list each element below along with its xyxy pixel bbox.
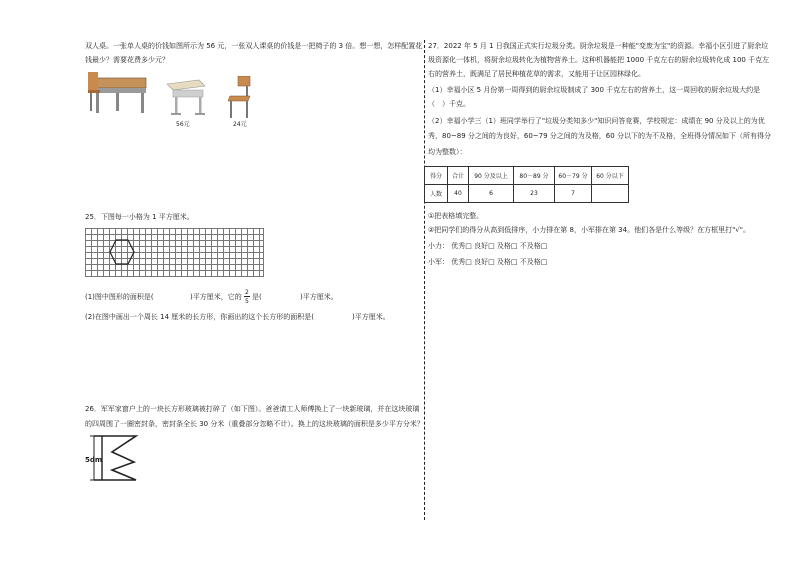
q26-line2: 的四周围了一圈密封条，密封条全长 30 分米（重叠部分忽略不计）。换上的这块玻璃的面积是多少平方分米？ [85,420,424,428]
q27-sub2-a: （2）幸福小学三（1）班同学举行了"垃圾分类知多少"知识问答竞赛，学校规定：成绩在 90 分及以上的为优 [428,117,765,125]
q27-sub1-a: （1）幸福小区 5 月份第一周得到的厨余垃圾制成了 300 千克左右的营养土，这一周回收的厨余垃圾大约是 [428,86,761,94]
q25-title: 25．下图每一小格为 1 平方厘米。 [85,213,194,221]
table-cell: 23 [514,185,555,203]
q27-rank-instruction: ②把同学们的得分从高到低排序，小力排在第 8，小军排在第 34。他们各是什么等级？在方框里打"√"。 [428,226,750,234]
chair-price-label: 24元 [233,121,247,128]
score-table [424,166,629,203]
table-header-cell: 合计 [448,167,469,185]
octagon-shape [85,228,265,278]
q27-sub2-b: 秀，80~89 分之间的为良好，60~79 分之间的为及格，60 分以下的为不及格，全班得分情况如下（所有得分 [428,132,771,140]
fraction-numerator: 2 [245,289,249,296]
table-cell-input[interactable] [592,185,629,203]
table-cell: 6 [469,185,514,203]
q27-line2: 圾资源化一体机，将厨余垃圾转化为植物营养土。这种机器能把 1000 千克左右的厨余垃圾转化成 100 千克左 [428,56,770,64]
desk-price-label: 56元 [176,121,190,128]
table-row [425,185,629,203]
chair-image [226,76,254,120]
glass-height-label: 5dm [85,456,103,464]
q24-line2: 钱最少？需要花费多少元？ [85,56,169,64]
table-header-cell: 得分 [425,167,448,185]
table-header-cell: 80－89 分 [514,167,555,185]
double-desk-image [88,70,150,116]
q25-sub2-a: (2)在图中画出一个周长 14 厘米的长方形，你画出的这个长方形的面积是( [85,313,315,321]
table-header-cell: 60 分以下 [592,167,629,185]
table-cell: 人数 [425,185,448,203]
q25-sub1-c: 是( [252,293,262,301]
single-desk-image [165,76,207,118]
table-cell: 40 [448,185,469,203]
q25-sub1-d: )平方厘米。 [300,293,338,301]
q26-line1: 26．军军家窗户上的一块长方形玻璃被打碎了（如下图）。爸爸请工人师傅换上了一块新玻璃，并在这块玻璃 [85,405,420,413]
q27-sub2-c: 均为整数）： [428,148,467,156]
xiaojun-grade-options[interactable]: 小军： 优秀□ 良好□ 及格□ 不及格□ [428,258,548,266]
fraction-denominator: 5 [245,298,249,305]
q27-line1: 27．2022 年 5 月 1 日我国正式实行垃圾分类。厨余垃圾是一种能"变废为宝"的资源。幸福小区引进了厨余垃 [428,42,769,50]
q27-sub1-b: （ ）千克。 [428,100,470,108]
xiaoli-grade-options[interactable]: 小力： 优秀□ 良好□ 及格□ 不及格□ [428,242,548,250]
q25-sub1-b: )平方厘米，它的 [190,293,242,301]
q24-line1: 双人桌。一张单人桌的价钱如图所示为 56 元，一张双人课桌的价钱是一把椅子的 3 倍。想一想，怎样配置花 [85,42,423,50]
table-header-row [425,167,629,185]
q25-sub1-a: (1)图中图形的面积是( [85,293,154,301]
q27-fill-instruction: ①把表格填完整。 [428,212,484,220]
q27-line3: 右的营养土，既满足了居民种植花草的需求，又能用于让区园林绿化。 [428,70,645,78]
table-header-cell: 90 分及以上 [469,167,514,185]
column-divider [424,40,425,520]
table-cell: 7 [555,185,592,203]
table-header-cell: 60－79 分 [555,167,592,185]
q25-sub2-b: )平方厘米。 [352,313,390,321]
